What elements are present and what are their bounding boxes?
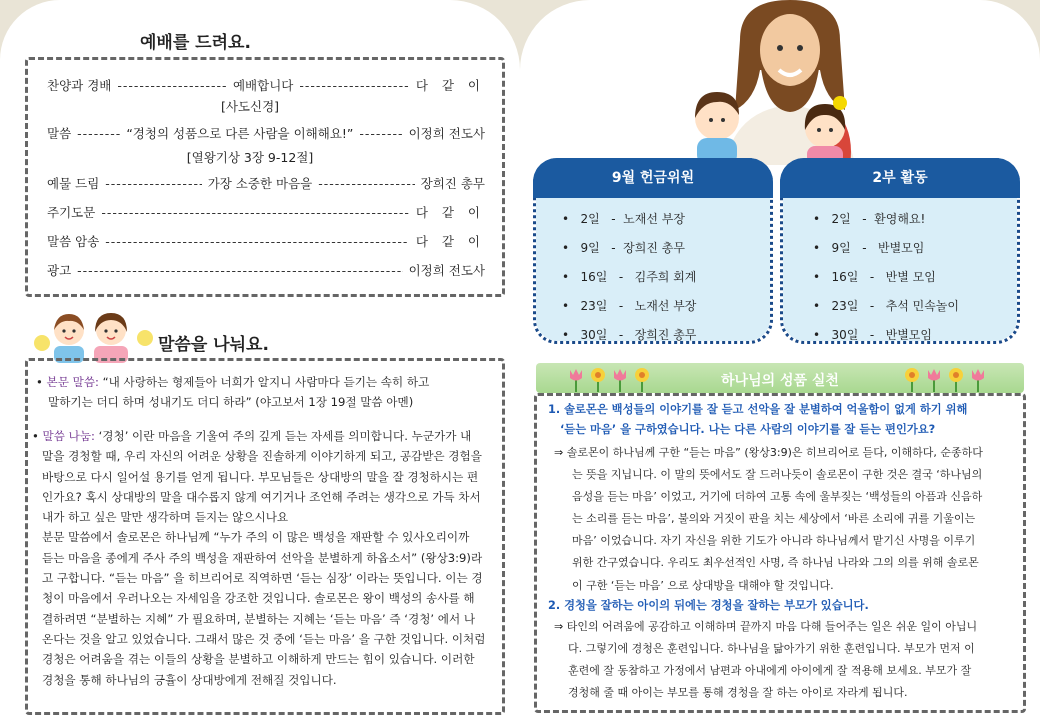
row-label: 주기도문 — [47, 205, 96, 220]
worship-row — [47, 261, 485, 279]
row-item: 예배합니다 — [232, 78, 294, 93]
activity-box — [780, 158, 1020, 344]
list-item: • 16일 - 반별 모임 — [813, 270, 936, 284]
sharing-line: 청이 마음에서 우러나오는 자세임을 강조한 것입니다. 솔로몬은 왕이 백성의 송사를 해 — [42, 591, 475, 606]
row-label: 찬양과 경배 — [47, 78, 112, 93]
item-name: 노재선 부장 — [623, 212, 685, 226]
dash-leader — [359, 126, 402, 141]
practice-a2 — [554, 616, 1024, 704]
item-date: 23일 — [831, 299, 859, 313]
sharing-line: 듣는 마음을 종에게 주사 주의 백성을 재판하여 선악을 분별하게 하옵소서” (왕상3:9)라 — [42, 550, 483, 565]
worship-title: 예배를 드려요. — [140, 33, 251, 53]
item-name: 장희진 총무 — [634, 328, 697, 342]
dash-leader — [117, 78, 227, 93]
scripture-text: • 본문 말씀: “내 사랑하는 형제들아 너희가 알지니 사람마다 듣기는 속히 하고 말하기는 더디 하며 성내기도 더디 하라” (야고보서 1장 19절 말씀 아멘) — [36, 375, 430, 410]
item-name: 장희진 총무 — [623, 241, 685, 255]
item-date: 2일 — [831, 212, 851, 226]
list-item: • 2일 - 노재선 부장 — [562, 212, 685, 226]
offering-list — [536, 198, 770, 341]
sharing-label: 말씀 나눔: — [42, 429, 95, 443]
row-name: 이정희 전도사 — [408, 263, 485, 278]
sharing-text — [32, 426, 502, 690]
row-name: 다 같 이 — [415, 78, 485, 93]
answer-line: 는 소리를 듣는 마음’, 불의와 거짓이 판을 치는 세상에서 ‘바른 소리에 귀를 기울이는 — [572, 512, 976, 526]
worship-row — [47, 124, 485, 142]
item-name: 반별모임 — [877, 241, 925, 255]
question-line: ‘듣는 마음’ 을 구하였습니다. 나는 다른 사람의 이야기를 잘 듣는 편인가요? — [560, 423, 936, 437]
item-name: 반별 모임 — [885, 270, 936, 284]
item-name: 김주희 회계 — [634, 270, 697, 284]
item-name: 반별모임 — [885, 328, 932, 342]
row-name: 다 같 이 — [415, 234, 485, 249]
sharing-line: 분문 말씀에서 솔로몬은 하나님께 “누가 주의 이 많은 백성을 재판할 수 있사오리이까 — [42, 530, 470, 545]
list-item: • 23일 - 추석 민속놀이 — [813, 299, 959, 313]
scripture-label: 본문 말씀: — [46, 375, 99, 389]
dash-leader — [318, 176, 414, 191]
answer-line: 훈련에 잘 동참하고 가정에서 남편과 아내에게 아이에게 잘 적용해 보세요. 부모가 잘 — [568, 664, 972, 678]
answer-line: 이 구한 ‘듣는 마음’ 으로 상대방을 대해야 할 것입니다. — [572, 578, 834, 592]
answer-line: 음성을 듣는 마음’ 이었고, 거기에 더하여 고통 속에 울부짖는 ‘백성들의 아픔과 신음하 — [572, 490, 983, 504]
row-label: 말씀 암송 — [47, 234, 100, 249]
activity-list — [783, 198, 1017, 341]
scripture-line-1: “내 사랑하는 형제들아 너희가 알지니 사람마다 듣기는 속히 하고 — [98, 375, 430, 389]
practice-a1 — [554, 442, 1024, 597]
sharing-line: 말을 경청할 때, 우리 자신의 어려운 상황을 진솔하게 이야기하게 되고, 공감받은 경험을 — [42, 449, 482, 464]
worship-row — [47, 232, 485, 250]
right-page — [520, 0, 1040, 720]
dash-leader — [77, 126, 120, 141]
tulip-flowers-right — [904, 366, 988, 392]
item-date: 9일 — [580, 241, 600, 255]
sharing-line: 내가 하고 싶은 말만 생각하며 듣지는 않으시나요 — [42, 510, 289, 525]
sharing-line: 인가요? 혹시 상대방의 말을 대수롭지 않게 여기거나 조언해 주려는 생각으로 가득 차서 — [42, 489, 481, 504]
item-date: 16일 — [831, 270, 859, 284]
item-date: 30일 — [580, 328, 608, 342]
kids-illustration — [32, 308, 157, 363]
worship-rows — [25, 57, 505, 297]
row-sub-note: [사도신경] — [220, 99, 280, 114]
jesus-with-children-illustration — [685, 0, 895, 165]
offering-title: 9월 헌금위원 — [533, 158, 773, 198]
worship-row — [47, 174, 485, 192]
answer-line: 는 뜻을 지닙니다. 이 말의 뜻에서도 잘 드러나듯이 솔로몬이 구한 것은 결국 ‘하나님의 — [572, 468, 983, 482]
sharing-line: 결하려면 “분별하는 지혜” 가 필요하며, 분별하는 지혜는 ‘듣는 마음’ 즉 ‘경청’ 에서 나 — [42, 611, 476, 626]
item-date: 30일 — [831, 328, 859, 342]
practice-q2: 2. 경청을 잘하는 아이의 뒤에는 경청을 잘하는 부모가 있습니다. — [548, 599, 869, 612]
list-item: • 9일 - 반별모임 — [813, 241, 925, 255]
practice-title: 하나님의 성품 실천 — [721, 373, 839, 389]
list-item: • 30일 - 장희진 총무 — [562, 328, 697, 342]
item-date: 23일 — [580, 299, 608, 313]
row-sub-note: [열왕기상 3장 9-12절] — [186, 150, 314, 165]
dash-leader — [105, 176, 201, 191]
worship-row — [47, 76, 485, 94]
dash-leader — [105, 234, 409, 249]
worship-row — [47, 203, 485, 221]
item-date: 16일 — [580, 270, 608, 284]
item-date: 9일 — [831, 241, 851, 255]
list-item: • 30일 - 반별모임 — [813, 328, 932, 342]
dash-leader — [299, 78, 409, 93]
row-label: 예물 드림 — [47, 176, 100, 191]
list-item: • 23일 - 노재선 부장 — [562, 299, 697, 313]
list-item: • 9일 - 장희진 총무 — [562, 241, 685, 255]
question-line: 1. 솔로몬은 백성들의 이야기를 잘 듣고 선악을 잘 분별하여 억울함이 없게 하기 위해 — [548, 403, 968, 416]
list-item: • 2일 - 환영해요! — [813, 212, 926, 226]
dash-leader — [101, 205, 409, 220]
row-label: 광고 — [47, 263, 72, 278]
item-name: 추석 민속놀이 — [885, 299, 959, 313]
sharing-line: • 말씀 나눔: ‘경청’ 이란 마음을 기울여 주의 깊게 듣는 자세를 의미합니다. 누군가가 내 — [32, 429, 472, 443]
item-name: 노재선 부장 — [634, 299, 697, 313]
answer-line: 마음’ 이었습니다. 자기 자신을 위한 기도가 아니라 하나님께서 맡기신 사명을 이루기 — [572, 534, 976, 548]
row-name: 이정희 전도사 — [408, 126, 485, 141]
answer-line: 다. 그렇기에 경청은 훈련입니다. 하나님을 닮아가기 위한 훈련입니다. 부모가 먼저 이 — [568, 642, 975, 656]
sharing-line: 바탕으로 다시 일어설 용기를 얻게 됩니다. 부모님들은 상대방의 말을 잘 경청하시는 편 — [42, 469, 479, 484]
sharing-line: 경청은 어려움을 겪는 이들의 상황을 분별하고 이해하게 만드는 힘이 있습니다. 이러한 — [42, 652, 475, 667]
answer-line: ⇒ 타인의 어려움에 공감하고 이해하며 끝까지 마음 다해 들어주는 일은 쉬운 일이 아닙니 — [554, 620, 978, 633]
sharing-line: 온다는 것을 알고 있었습니다. 그래서 많은 것 중에 ‘듣는 마음’ 을 구한 것입니다. 이처럼 — [42, 631, 486, 646]
sharing-line: 경청을 통해 하나님의 긍휼이 상대방에게 전해질 것입니다. — [42, 672, 337, 687]
row-label: 말씀 — [47, 126, 72, 141]
offering-committee-box — [533, 158, 773, 344]
scripture-line-2: 말하기는 더디 하며 성내기도 더디 하라” (야고보서 1장 19절 말씀 아멘) — [48, 395, 414, 410]
list-item: • 16일 - 김주희 회계 — [562, 270, 697, 284]
row-item: “경청의 성품으로 다른 사람을 이해해요!” — [126, 126, 354, 141]
sharing-line: 고 구합니다. “듣는 마음” 을 히브리어로 직역하면 ‘듣는 심장’ 이라는 뜻입니다. 이는 경 — [42, 571, 483, 586]
dash-leader — [77, 263, 402, 278]
answer-line: ⇒ 솔로몬이 하나님께 구한 “듣는 마음” (왕상3:9)은 히브리어로 듣다, 이해하다, 순종하다 — [554, 446, 983, 459]
row-item: 가장 소중한 마음을 — [207, 176, 313, 191]
practice-q1 — [548, 400, 1024, 441]
share-title: 말씀을 나눠요. — [158, 335, 269, 355]
answer-line: 경청해 줄 때 아이는 부모를 통해 경청을 잘 하는 아이로 자라게 됩니다. — [568, 686, 908, 700]
row-name: 다 같 이 — [415, 205, 485, 220]
activity-title: 2부 활동 — [780, 158, 1020, 198]
answer-line: 위한 간구였습니다. 우리도 최우선적인 사명, 즉 하나님 나라와 그의 의를 위해 솔로몬 — [572, 556, 979, 570]
row-name: 장희진 총무 — [420, 176, 486, 191]
item-date: 2일 — [580, 212, 600, 226]
item-name: 환영해요! — [874, 212, 926, 226]
